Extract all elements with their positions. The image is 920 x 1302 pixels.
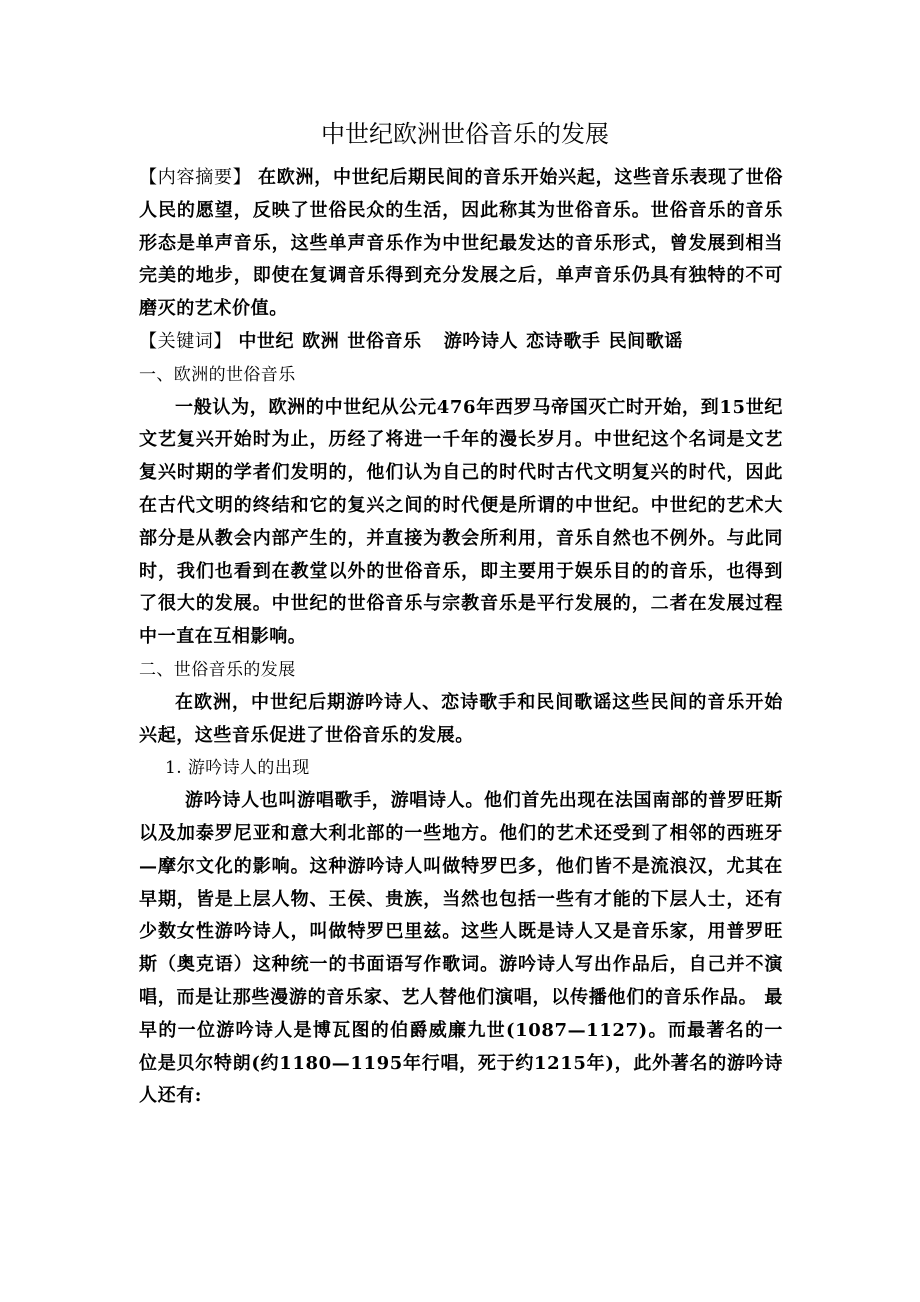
keywords-tag: 【关键词】 [139,330,232,352]
abstract-text: 在欧洲，中世纪后期民间的音乐开始兴起，这些音乐表现了世俗人民的愿望，反映了世俗民众的生活，因此称其为世俗音乐。世俗音乐的音乐形态是单声音乐，这些单声音乐作为中世纪最发达的音乐形式，曾发展到相当完美的地步，即使在复调音乐得到充分发展之后，单声音乐仍具有独特的不可磨灭的艺术价值。 [139,167,783,320]
keyword-item: 游吟诗人 [443,330,519,352]
keyword-item: 欧洲 [302,330,340,352]
document-title: 中世纪欧洲世俗音乐的发展 [321,120,609,148]
abstract-tag: 【内容摘要】 [139,167,252,188]
section-heading-1: 一、欧洲的世俗音乐 [139,364,296,385]
section-1-paragraph: 一般认为，欧洲的中世纪从公元476年西罗马帝国灭亡时开始，到15世纪文艺复兴开始时为止，历经了将进一千年的漫长岁月。中世纪这个名词是文艺复兴时期的学者们发明的，他们认为自己的时代时古代文明复兴的时代，因此在古代文明的终结和它的复兴之间的时代便是所谓的中世纪。中世纪的艺术大部分是从教会内部产生的，并直接为教会所利用，音乐自然也不例外。与此同时，我们也看到在教堂以外的世俗音乐，即主要用于娱乐目的的音乐，也得到了很大的发展。中世纪的世俗音乐与宗教音乐是平行发展的，二者在发展过程中一直在互相影响。 [139,396,783,648]
abstract-paragraph [139,162,783,326]
subsection-1-paragraph: 游吟诗人也叫游唱歌手，游唱诗人。他们首先出现在法国南部的普罗旺斯以及加泰罗尼亚和意大利北部的一些地方。他们的艺术还受到了相邻的西班牙—摩尔文化的影响。这种游吟诗人叫做特罗巴多，他们皆不是流浪汉，尤其在早期，皆是上层人物、王侯、贵族，当然也包括一些有才能的下层人士，还有少数女性游吟诗人，叫做特罗巴里兹。这些人既是诗人又是音乐家，用普罗旺斯（奥克语）这种统一的书面语写作歌词。游吟诗人写出作品后，自己并不演唱，而是让那些漫游的音乐家、艺人替他们演唱，以传播他们的音乐作品。 最早的一位游吟诗人是博瓦图的伯爵威廉九世(1087—1127)。而最著名的一位是贝尔特朗(约1180—1195年行唱，死于约1215年)，此外著名的游吟诗人还有: [139,790,783,1107]
keyword-item: 世俗音乐 [347,330,422,352]
keyword-item: 民间歌谣 [608,330,683,352]
section-heading-2: 二、世俗音乐的发展 [139,659,296,680]
document-page [139,112,783,1113]
keyword-item: 中世纪 [238,330,295,352]
keywords-line [139,326,783,359]
section-2-paragraph: 在欧洲，中世纪后期游吟诗人、恋诗歌手和民间歌谣这些民间的音乐开始兴起，这些音乐促进了世俗音乐的发展。 [139,691,783,746]
keyword-item: 恋诗歌手 [526,330,601,352]
subsection-heading-1: 1. 游吟诗人的出现 [165,758,310,779]
